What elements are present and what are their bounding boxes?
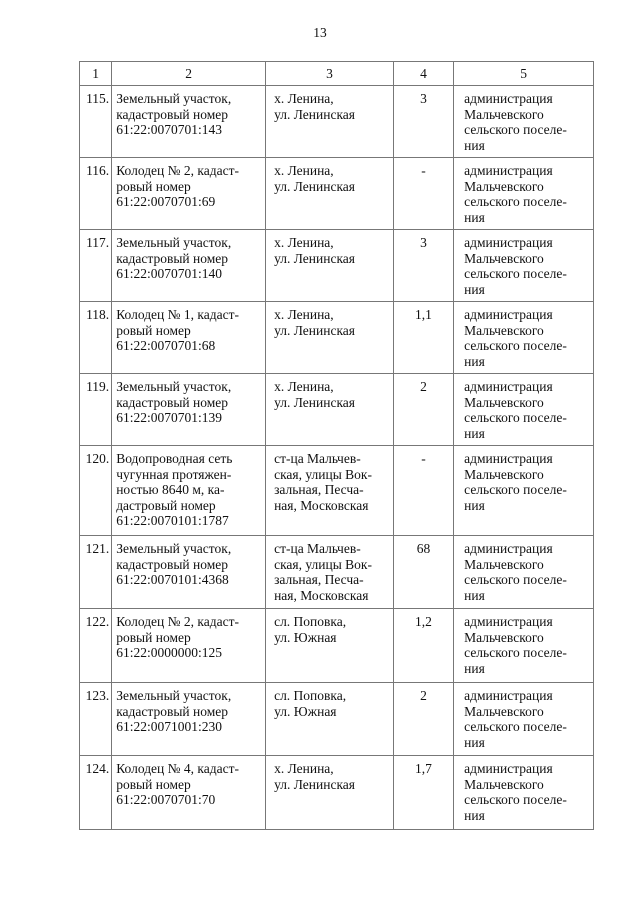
address-line: зальная, Песча-: [274, 572, 364, 587]
object-name-line: ровый номер: [116, 629, 191, 645]
object-name-line: дастровый номер: [116, 497, 216, 513]
address-cell: [266, 158, 394, 230]
address-cell: [266, 609, 394, 683]
owner-line: ния: [464, 137, 485, 153]
address-line: х. Ленина,: [274, 761, 334, 776]
object-name-cell: [112, 446, 266, 536]
object-name-cell: [112, 230, 266, 302]
address-cell: [266, 536, 394, 609]
table-row: [80, 756, 594, 830]
owner-line: ния: [464, 281, 485, 297]
address-cell: [266, 302, 394, 374]
value-cell: -: [393, 446, 453, 536]
address-line: х. Ленина,: [274, 307, 334, 322]
table-row: [80, 446, 594, 536]
value-cell: 2: [393, 374, 453, 446]
owner-line: администрация: [464, 307, 553, 322]
table-row: [80, 536, 594, 609]
property-table: [79, 61, 594, 830]
owner-line: сельского поселе-: [464, 194, 567, 209]
row-number: 116.: [80, 158, 112, 230]
owner-cell: [454, 374, 594, 446]
owner-line: администрация: [464, 761, 553, 776]
table-row: [80, 609, 594, 683]
owner-line: Мальчевского: [464, 394, 544, 410]
row-number: 115.: [80, 86, 112, 158]
object-name-cell: [112, 683, 266, 756]
table-row: [80, 230, 594, 302]
object-name-line: кадастровый номер: [116, 394, 228, 410]
page-number: 13: [313, 25, 327, 40]
value-cell: 1,7: [393, 756, 453, 830]
row-number: 117.: [80, 230, 112, 302]
row-number: 123.: [80, 683, 112, 756]
address-line: ст-ца Мальчев-: [274, 451, 361, 466]
address-line: ул. Южная: [274, 629, 337, 645]
object-name-line: 61:22:0070701:68: [116, 338, 216, 353]
owner-line: Мальчевского: [464, 466, 544, 482]
object-name-line: Колодец № 2, кадаст-: [116, 614, 239, 629]
object-name-line: 61:22:0070101:1787: [116, 513, 229, 528]
owner-line: сельского поселе-: [464, 482, 567, 497]
owner-line: ния: [464, 734, 485, 750]
value-cell: 1,2: [393, 609, 453, 683]
owner-line: Мальчевского: [464, 250, 544, 266]
object-name-line: 61:22:0070701:70: [116, 792, 216, 807]
address-line: ул. Ленинская: [274, 394, 355, 410]
value-cell: 1,1: [393, 302, 453, 374]
value-cell: 3: [393, 230, 453, 302]
address-line: х. Ленина,: [274, 163, 334, 178]
owner-cell: [454, 683, 594, 756]
table-row: [80, 683, 594, 756]
owner-line: ния: [464, 660, 485, 676]
owner-line: ния: [464, 425, 485, 441]
owner-line: Мальчевского: [464, 106, 544, 122]
owner-line: администрация: [464, 163, 553, 178]
object-name-line: ровый номер: [116, 322, 191, 338]
object-name-line: 61:22:0070701:69: [116, 194, 216, 209]
address-line: х. Ленина,: [274, 91, 334, 106]
value-cell: 2: [393, 683, 453, 756]
owner-cell: [454, 756, 594, 830]
object-name-line: чугунная протяжен-: [116, 466, 232, 482]
owner-cell: [454, 446, 594, 536]
object-name-cell: [112, 609, 266, 683]
owner-line: администрация: [464, 379, 553, 394]
table-row: [80, 158, 594, 230]
owner-line: Мальчевского: [464, 322, 544, 338]
table-row: [80, 302, 594, 374]
object-name-line: Колодец № 1, кадаст-: [116, 307, 239, 322]
column-header: 5: [454, 62, 594, 86]
row-number: 121.: [80, 536, 112, 609]
address-line: ная, Московская: [274, 497, 369, 513]
address-line: ская, улицы Вок-: [274, 466, 372, 482]
object-name-line: ровый номер: [116, 178, 191, 194]
address-cell: [266, 230, 394, 302]
object-name-cell: [112, 374, 266, 446]
address-line: ская, улицы Вок-: [274, 556, 372, 572]
address-line: х. Ленина,: [274, 379, 334, 394]
column-header: 4: [393, 62, 453, 86]
address-line: ул. Ленинская: [274, 250, 355, 266]
object-name-cell: [112, 158, 266, 230]
owner-line: ния: [464, 807, 485, 823]
row-number: 119.: [80, 374, 112, 446]
owner-line: ния: [464, 353, 485, 369]
owner-line: Мальчевского: [464, 556, 544, 572]
owner-line: сельского поселе-: [464, 410, 567, 425]
value-cell: -: [393, 158, 453, 230]
object-name-line: 61:22:0071001:230: [116, 719, 222, 734]
owner-line: ния: [464, 497, 485, 513]
object-name-line: кадастровый номер: [116, 703, 228, 719]
owner-line: ния: [464, 209, 485, 225]
object-name-line: кадастровый номер: [116, 250, 228, 266]
table-row: [80, 86, 594, 158]
object-name-line: Земельный участок,: [116, 688, 232, 703]
row-number: 118.: [80, 302, 112, 374]
object-name-line: Земельный участок,: [116, 541, 232, 556]
address-line: зальная, Песча-: [274, 482, 364, 497]
column-header: 1: [80, 62, 112, 86]
address-cell: [266, 374, 394, 446]
object-name-line: 61:22:0070701:140: [116, 266, 222, 281]
object-name-line: 61:22:0070701:143: [116, 122, 222, 137]
object-name-cell: [112, 302, 266, 374]
address-line: ст-ца Мальчев-: [274, 541, 361, 556]
address-line: ул. Ленинская: [274, 322, 355, 338]
object-name-line: Колодец № 4, кадаст-: [116, 761, 239, 776]
owner-line: Мальчевского: [464, 629, 544, 645]
owner-cell: [454, 158, 594, 230]
object-name-line: кадастровый номер: [116, 556, 228, 572]
owner-line: администрация: [464, 91, 553, 106]
owner-cell: [454, 86, 594, 158]
address-line: сл. Поповка,: [274, 688, 347, 703]
object-name-line: Водопроводная сеть: [116, 451, 233, 466]
address-line: х. Ленина,: [274, 235, 334, 250]
address-cell: [266, 756, 394, 830]
object-name-line: 61:22:0070101:4368: [116, 572, 229, 587]
row-number: 122.: [80, 609, 112, 683]
object-name-line: 61:22:0070701:139: [116, 410, 222, 425]
owner-line: администрация: [464, 688, 553, 703]
address-cell: [266, 683, 394, 756]
object-name-cell: [112, 756, 266, 830]
table-body: [80, 86, 594, 830]
object-name-cell: [112, 536, 266, 609]
object-name-line: Колодец № 2, кадаст-: [116, 163, 239, 178]
owner-line: Мальчевского: [464, 776, 544, 792]
object-name-cell: [112, 86, 266, 158]
value-cell: 3: [393, 86, 453, 158]
value-cell: 68: [393, 536, 453, 609]
object-name-line: Земельный участок,: [116, 91, 232, 106]
owner-cell: [454, 230, 594, 302]
address-cell: [266, 86, 394, 158]
owner-line: сельского поселе-: [464, 645, 567, 660]
table-row: [80, 374, 594, 446]
address-line: ул. Ленинская: [274, 178, 355, 194]
address-line: сл. Поповка,: [274, 614, 347, 629]
owner-line: Мальчевского: [464, 178, 544, 194]
object-name-line: кадастровый номер: [116, 106, 228, 122]
owner-line: администрация: [464, 451, 553, 466]
column-header: 3: [266, 62, 394, 86]
header-row: [80, 62, 594, 86]
address-line: ул. Ленинская: [274, 776, 355, 792]
owner-line: ния: [464, 587, 485, 603]
object-name-line: 61:22:0000000:125: [116, 645, 222, 660]
column-header: 2: [112, 62, 266, 86]
object-name-line: Земельный участок,: [116, 235, 232, 250]
address-line: ная, Московская: [274, 587, 369, 603]
address-line: ул. Ленинская: [274, 106, 355, 122]
owner-line: администрация: [464, 235, 553, 250]
owner-line: администрация: [464, 541, 553, 556]
owner-line: сельского поселе-: [464, 792, 567, 807]
owner-line: сельского поселе-: [464, 719, 567, 734]
owner-line: администрация: [464, 614, 553, 629]
address-line: ул. Южная: [274, 703, 337, 719]
owner-cell: [454, 609, 594, 683]
owner-line: сельского поселе-: [464, 266, 567, 281]
owner-line: Мальчевского: [464, 703, 544, 719]
row-number: 124.: [80, 756, 112, 830]
owner-cell: [454, 302, 594, 374]
owner-line: сельского поселе-: [464, 572, 567, 587]
object-name-line: ровый номер: [116, 776, 191, 792]
owner-line: сельского поселе-: [464, 338, 567, 353]
owner-cell: [454, 536, 594, 609]
owner-line: сельского поселе-: [464, 122, 567, 137]
object-name-line: Земельный участок,: [116, 379, 232, 394]
table-header: [80, 62, 594, 86]
object-name-line: ностью 8640 м, ка-: [116, 482, 225, 497]
address-cell: [266, 446, 394, 536]
row-number: 120.: [80, 446, 112, 536]
